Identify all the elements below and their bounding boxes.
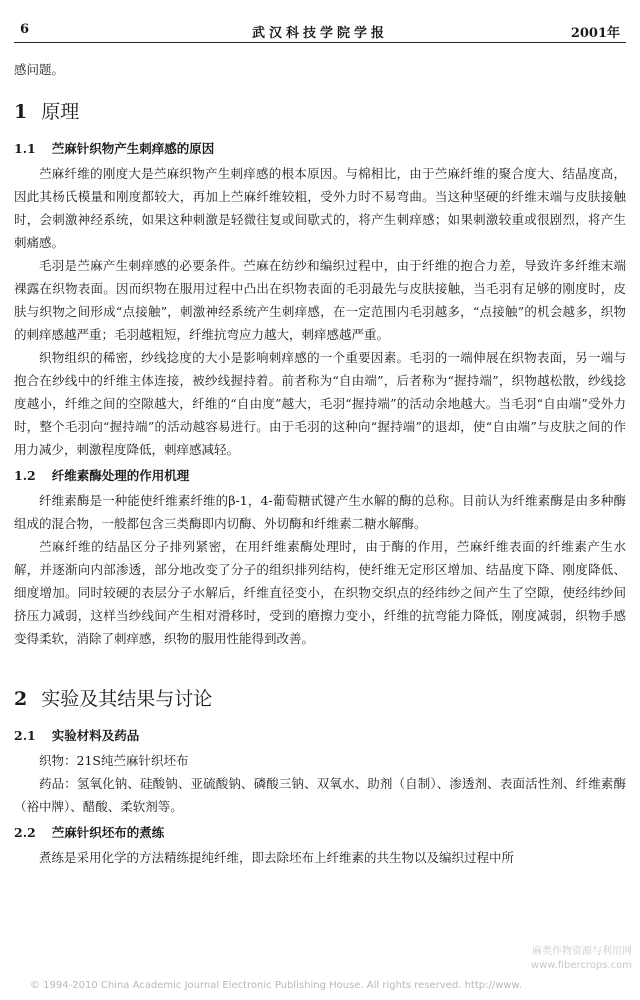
subsection-heading-2-1: 2.1 实验材料及药品 xyxy=(14,728,140,743)
article-body xyxy=(14,58,626,869)
running-header xyxy=(14,20,626,43)
journal-year: 2001年 xyxy=(570,26,620,41)
paragraph: 纤维素酶是一种能使纤维素纤维的β-1，4-葡萄糖甙键产生水解的酶的总称。目前认为纤维素酶是由多种酶组成的混合物，一般都包含三类酶即内切酶、外切酶和纤维素二糖水解酶。 xyxy=(14,493,626,531)
site-watermark: 麻类作物资源与利用网 www.fibercrops.com xyxy=(530,946,632,971)
continuation-text: 感问题。 xyxy=(14,62,65,77)
copyright-footer: © 1994-2010 China Academic Journal Electronic Publishing House. All rights reserved. http://www. xyxy=(30,980,522,991)
page-number: 6 xyxy=(20,22,30,37)
section-heading-2: 2 实验及其结果与讨论 xyxy=(14,688,213,710)
fabric-line: 织物：21S纯苎麻针织坯布 xyxy=(39,753,189,768)
journal-title: 武汉科技学院学报 xyxy=(251,26,388,41)
paragraph: 毛羽是苎麻产生刺痒感的必要条件。苎麻在纺纱和编织过程中，由于纤维的抱合力差，导致许多纤维末端裸露在织物表面。因而织物在服用过程中凸出在织物表面的毛羽最先与皮肤接触，当毛羽有足够的刚度时，皮肤与织物之间形成“点接触”，刺激神经系统产生刺痒感，在一定范围内毛羽越多，“点接触”的机会越多，织物的刺痒感越严重；毛羽越粗短，纤维抗弯应力越大，刺痒感越严重。 xyxy=(14,258,626,342)
subsection-heading-1-2: 1.2 纤维素酶处理的作用机理 xyxy=(14,468,190,483)
subsection-heading-1-1: 1.1 苎麻针织物产生刺痒感的原因 xyxy=(14,141,215,156)
subsection-heading-2-2: 2.2 苎麻针织坯布的煮练 xyxy=(14,825,165,840)
paragraph: 织物组织的稀密，纱线捻度的大小是影响刺痒感的一个重要因素。毛羽的一端伸展在织物表面，另一端与抱合在纱线中的纤维主体连接，被纱线握持着。前者称为“自由端”，后者称为“握持端”，织物越松散，纱线捻度越小，纤维之间的空隙越大，纤维的“自由度”越大，毛羽“握持端”的活动余地越大。当毛羽“自由端”受外力时，整个毛羽向“握持端”的活动越容易进行。由于毛羽的这种向“握持端”的退却，使“自由端”与皮肤之间的作用力减少，刺激程度降低，刺痒感减轻。 xyxy=(14,350,626,457)
paragraph: 苎麻纤维的结晶区分子排列紧密，在用纤维素酶处理时，由于酶的作用，苎麻纤维表面的纤维素产生水解，并逐渐向内部渗透，部分地改变了分子的组织排列结构，使纤维无定形区增加、结晶度下降、刚度降低、细度增加。同时较硬的表层分子水解后，纤维直径变小，在织物交织点的经纬纱之间产生了空隙，使经纬纱间挤压力减弱，这样当纱线间产生相对滑移时，受到的磨擦力变小，纤维的抗弯能力降低，刚度减弱，织物手感变得柔软，消除了刺痒感，织物的服用性能得到改善。 xyxy=(14,539,626,646)
paragraph: 苎麻纤维的刚度大是苎麻织物产生刺痒感的根本原因。与棉相比，由于苎麻纤维的聚合度大、结晶度高，因此其杨氏模量和刚度都较大，再加上苎麻纤维较粗，受外力时不易弯曲。当这种坚硬的纤维末端与皮肤接触时，会刺激神经系统，如果这种刺激是轻微往复或间歇式的，将产生刺痒感；如果刺激较重或很剧烈，将产生刺痛感。 xyxy=(14,166,626,250)
chemicals-line: 药品：氢氧化钠、硅酸钠、亚硫酸钠、磷酸三钠、双氧水、助剂（自制）、渗透剂、表面活性剂、纤维素酶（裕中牌）、醋酸、柔软剂等。 xyxy=(14,776,626,814)
paragraph: 煮练是采用化学的方法精练提纯纤维，即去除坯布上纤维素的共生物以及编织过程中所 xyxy=(39,850,515,865)
section-heading-1: 1 原理 xyxy=(14,101,80,123)
